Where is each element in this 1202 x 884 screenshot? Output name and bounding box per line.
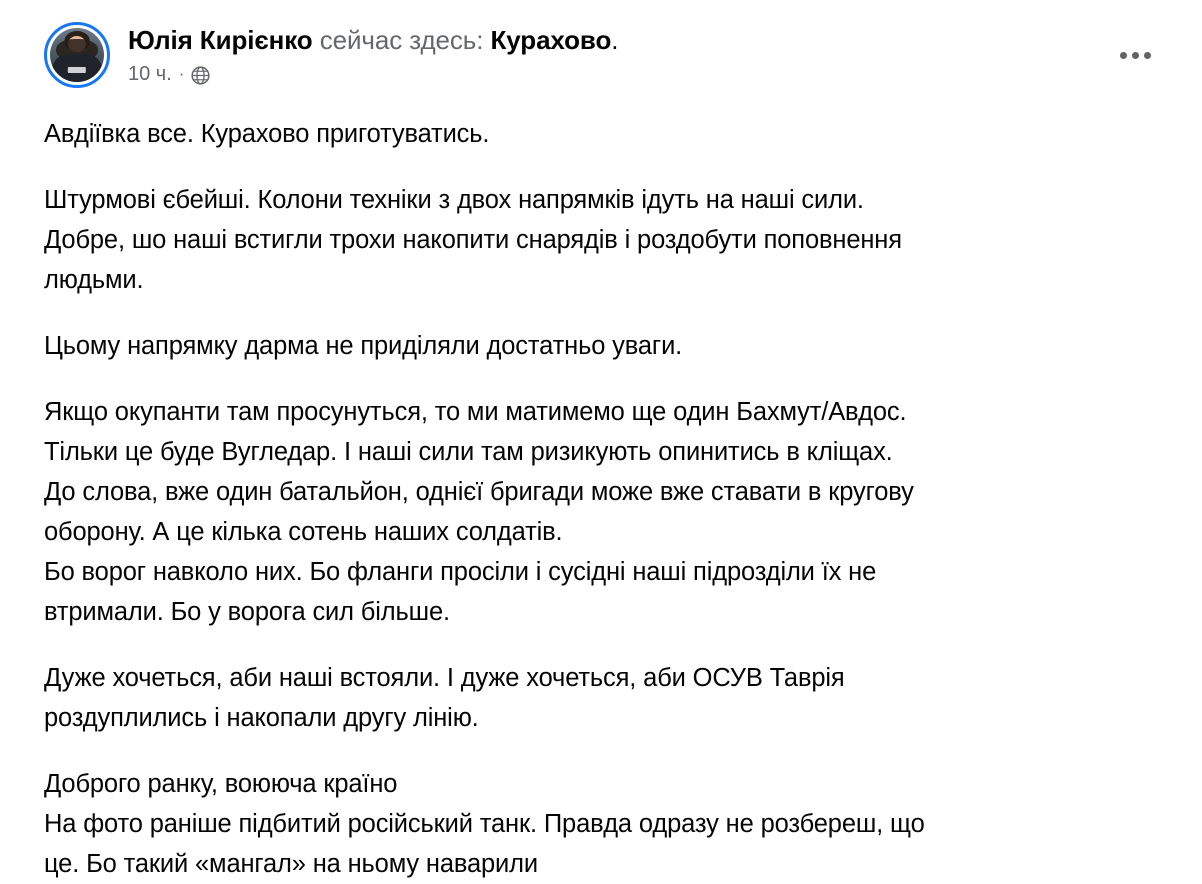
checkin-label: сейчас здесь:: [319, 25, 484, 55]
checkin-place[interactable]: Курахово: [490, 25, 612, 55]
post-line: Штурмові єбейші. Колони техніки з двох напрямків ідуть на наші сили.: [44, 186, 864, 214]
ellipsis-icon[interactable]: [1112, 32, 1158, 78]
post-header-text: [128, 22, 1158, 86]
post-line: людьми.: [44, 266, 144, 294]
post-line: На фото раніше підбитий російський танк. Правда одразу не розбереш, що: [44, 810, 925, 838]
post-header: [44, 18, 1158, 88]
globe-icon[interactable]: [191, 66, 210, 85]
post-line: Цьому напрямку дарма не приділяли достатньо уваги.: [44, 332, 683, 360]
ellipsis-dot: [1132, 52, 1139, 59]
post-line: оборону. А це кілька сотень наших солдатів.: [44, 518, 563, 546]
post-line: Добре, шо наші встигли трохи накопити снарядів і роздобути поповнення: [44, 226, 902, 254]
post-line: Якщо окупанти там просунуться, то ми матимемо ще один Бахмут/Авдос.: [44, 398, 907, 426]
byline-period: .: [611, 25, 619, 55]
post-line: До слова, вже один батальйон, однієї бригади може вже ставати в кругову: [44, 478, 914, 506]
post-paragraph: [44, 392, 1158, 632]
post-timestamp[interactable]: 10 ч.: [128, 63, 172, 85]
avatar-image: [50, 28, 104, 82]
post-byline: [128, 24, 1158, 56]
meta-separator: ·: [178, 64, 185, 83]
avatar-press-badge: [68, 67, 86, 73]
avatar[interactable]: [44, 22, 110, 88]
ellipsis-dot: [1144, 52, 1151, 59]
post-line: Бо ворог навколо них. Бо фланги просіли і сусідні наші підрозділи їх не: [44, 558, 877, 586]
post-line: Авдіївка все. Курахово приготуватись.: [44, 120, 490, 148]
post-paragraph: [44, 114, 1158, 154]
post-line: Тільки це буде Вугледар. І наші сили там ризикують опинитись в кліщах.: [44, 438, 893, 466]
post-paragraph: [44, 764, 1158, 884]
post-line: роздуплились і накопали другу лінію.: [44, 704, 479, 732]
post-paragraph: [44, 326, 1158, 366]
post-line: втримали. Бо у ворога сил більше.: [44, 598, 450, 626]
post-line: Доброго ранку, воююча країно: [44, 770, 398, 798]
author-name[interactable]: Юлія Кирієнко: [128, 25, 313, 55]
post-line: Дуже хочеться, аби наші встояли. І дуже хочеться, аби ОСУВ Таврія: [44, 664, 845, 692]
post-text: [44, 114, 1158, 884]
post-paragraph: [44, 658, 1158, 738]
ellipsis-dot: [1120, 52, 1127, 59]
post-line: це. Бо такий «мангал» на ньому наварили: [44, 850, 538, 878]
post-paragraph: [44, 180, 1158, 300]
post-meta: [128, 62, 1158, 86]
